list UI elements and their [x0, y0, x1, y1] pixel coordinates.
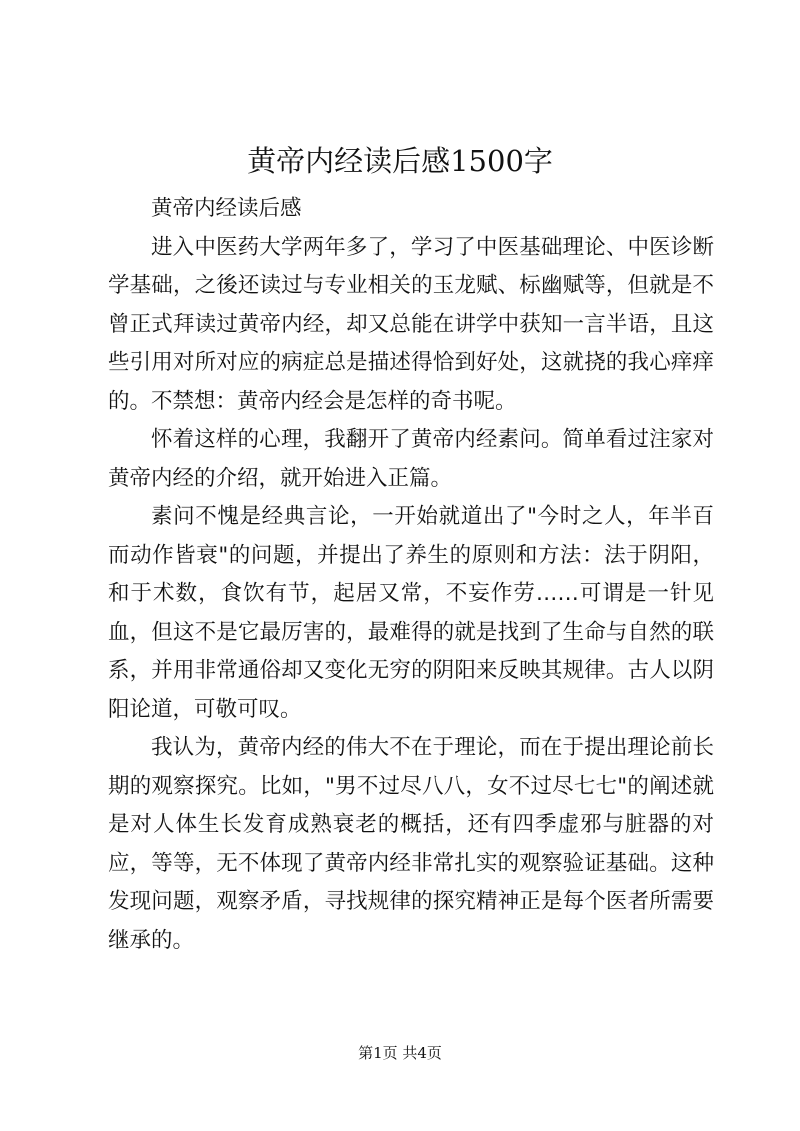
body-paragraph: 我认为，黄帝内经的伟大不在于理论，而在于提出理论前长期的观察探究。比如，"男不过尽八八，女不过尽七七"的阐述就是对人体生长发育成熟衰老的概括，还有四季虚邪与脏器的对应，等等，无不体现了黄帝内经非常扎实的观察验证基础。这种发现问题，观察矛盾，寻找规律的探究精神正是每个医者所需要继承的。 [108, 735, 714, 953]
body-paragraph: 怀着这样的心理，我翻开了黄帝内经素问。简单看过注家对黄帝内经的介绍，就开始进入正篇。 [108, 427, 714, 491]
document-body [108, 190, 714, 960]
document-title: 黄帝内经读后感1500字 [247, 144, 553, 178]
body-paragraph: 黄帝内经读后感 [151, 196, 302, 221]
body-paragraph: 素问不愧是经典言论，一开始就道出了"今时之人，年半百而动作皆衰"的问题，并提出了养生的原则和方法：法于阴阳，和于术数，食饮有节，起居又常，不妄作劳……可谓是一针见血，但这不是它最厉害的，最难得的就是找到了生命与自然的联系，并用非常通俗却又变化无穷的阴阳来反映其规律。古人以阴阳论道，可敬可叹。 [108, 504, 714, 722]
body-paragraph: 进入中医药大学两年多了，学习了中医基础理论、中医诊断学基础，之後还读过与专业相关的玉龙赋、标幽赋等，但就是不曾正式拜读过黄帝内经，却又总能在讲学中获知一言半语，且这些引用对所对应的病症总是描述得恰到好处，这就挠的我心痒痒的。不禁想：黄帝内经会是怎样的奇书呢。 [108, 234, 714, 414]
page-footer: 第1页 共4页 [358, 1044, 442, 1062]
